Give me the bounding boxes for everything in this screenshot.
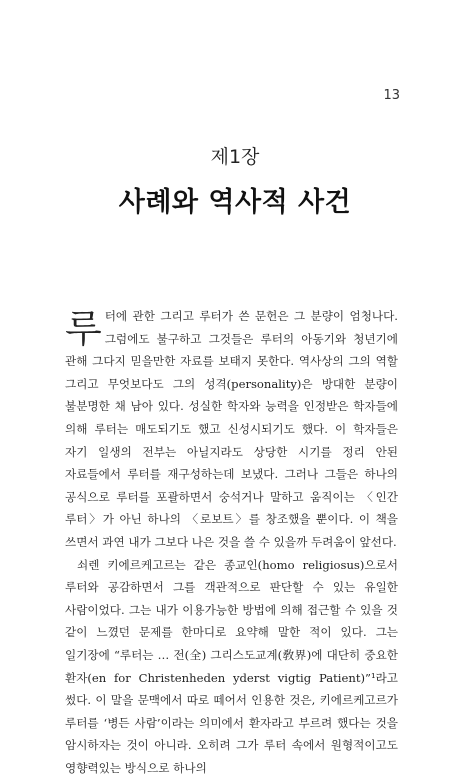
chapter-title: 사례와 역사적 사건 (118, 187, 352, 218)
drop-cap: 루 (65, 307, 102, 351)
paragraph-1-text: 터에 관한 그리고 루터가 쓴 문헌은 그 분량이 엄청나다. 그럼에도 불구하고 그것들은 루터의 아동기와 청년기에 관해 그다지 믿을만한 자료를 보태지 못한다. 역사상의 그의 역할 그리고 무엇보다도 그의 성격(personality)은 방대한 분량이 불분명한 채 남아 있다. 성실한 학자와 능력을 인정받은 학자들에 의해 루터는 매도되기도 했고 신성시되기도 했다. 이 학자들은 자기 일생의 전부는 아닐지라도 상당한 시기를 정리 안된 자료들에서 루터를 재구성하는데 보냈다. 그러나 그들은 하나의 공식으로 루터를 포괄하면서 숭석거나 말하고 움직이는 〈인간 루터〉가 아닌 하나의 〈로보트〉를 창조했을 뿐이다. 이 책을 쓰면서 과연 내가 그보다 나은 것을 쓸 수 있을까 두려움이 앞선다. (65, 309, 398, 549)
paragraph-2-text: 쇠렌 키에르케고르는 같은 종교인(homo religiosus)으로서 루터와 공감하면서 그를 객관적으로 판단할 수 있는 유일한 사람이었다. 그는 내가 이용가능한 방법에 의해 접근할 수 있을 것 같이 느꼈던 문제를 한마디로 요약해 말한 적이 있다. 그는 일기장에 “루터는 … 전(全) 그리스도교계(敎界)에 대단히 중요한 환자(en for Christenheden yderst vigtig Patient)”¹라고 썼다. 이 말을 문맥에서 따로 떼어서 인용한 것은, 키에르케고르가 루터를 ‘병든 사람’이라는 의미에서 환자라고 부르려 했다는 것을 암시하자는 것이 아니라. 오히려 그가 루터 속에서 원형적이고도 영향력있는 방식으로 하나의 (65, 557, 398, 775)
paragraph-1 (65, 305, 398, 554)
paragraph-2 (65, 554, 398, 779)
page-number: 13 (383, 88, 400, 103)
body-text (65, 305, 398, 779)
chapter-label: 제1장 (210, 146, 260, 168)
